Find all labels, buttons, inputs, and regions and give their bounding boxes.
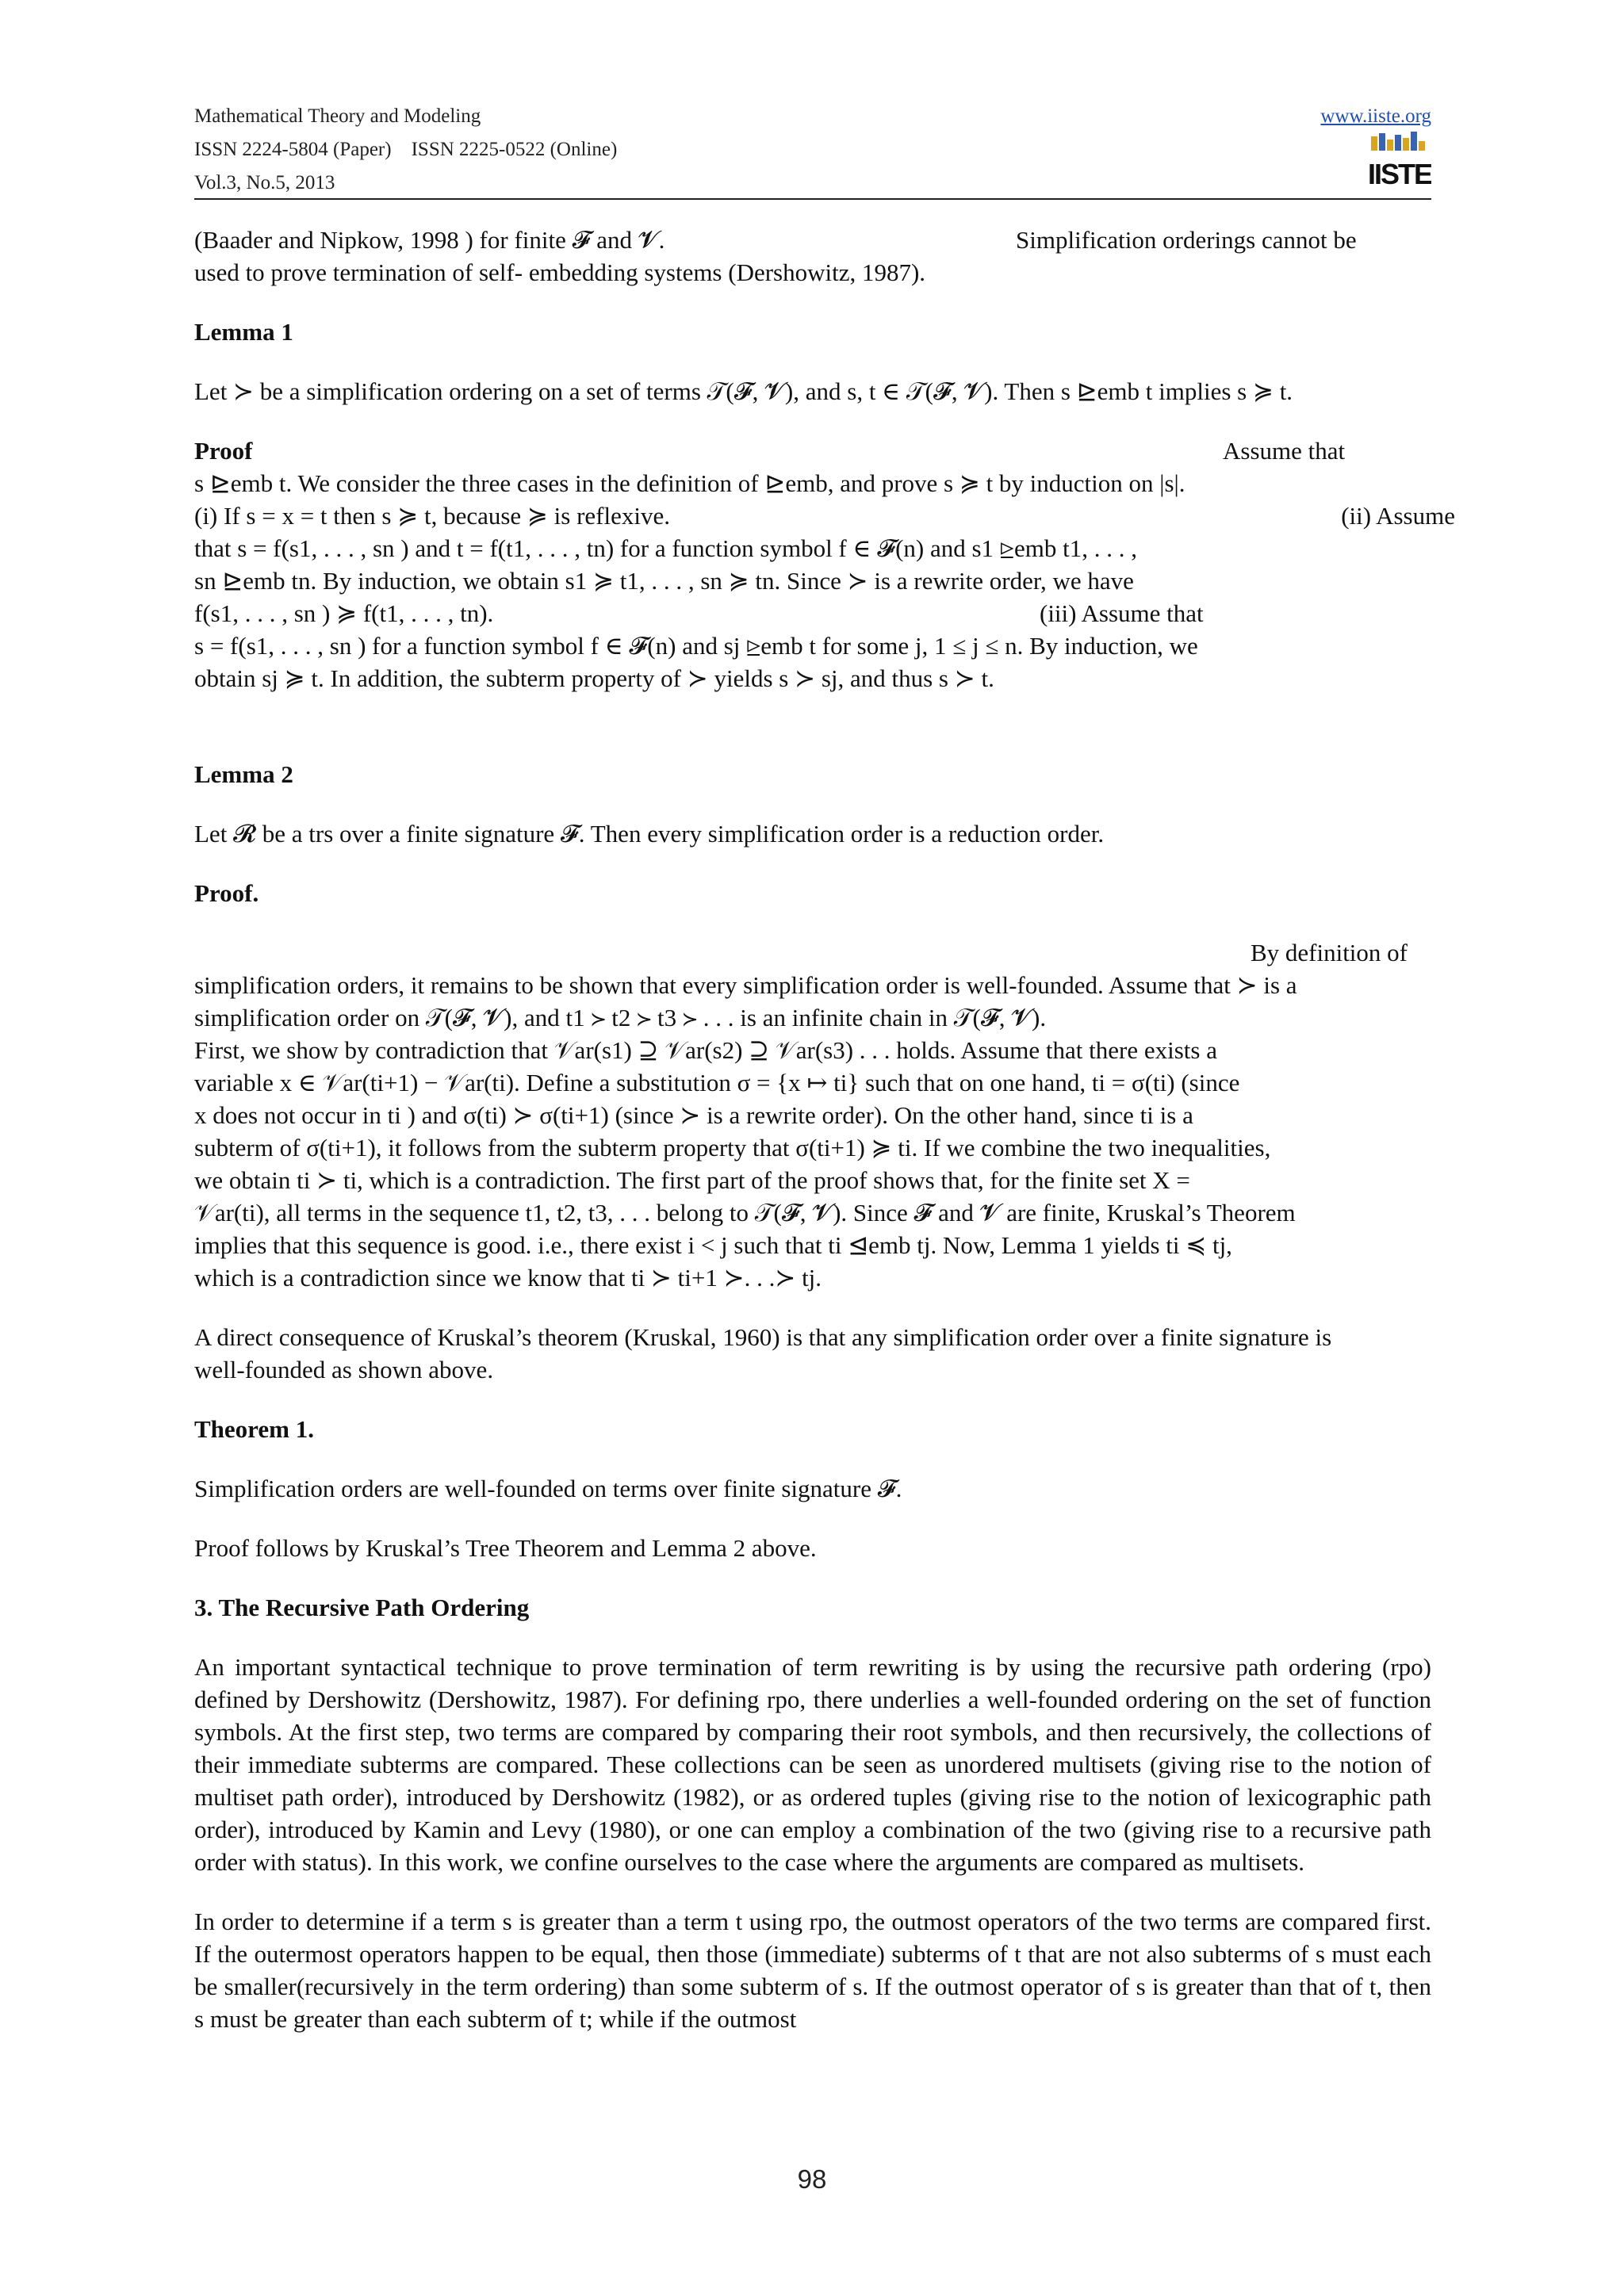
section3-heading: 3. The Recursive Path Ordering <box>194 1594 530 1621</box>
lemma1-heading: Lemma 1 <box>194 318 293 346</box>
journal-title: Mathematical Theory and Modeling <box>194 105 481 127</box>
proof2-line: subterm of σ(ti+1), it follows from the subterm property that σ(ti+1) ≽ ti. If we combine the two inequalities, <box>194 1134 1271 1161</box>
proof1-induction-result: f(s1, . . . , sn ) ≽ f(t1, . . . , tn). <box>194 599 494 627</box>
proof1-line: obtain sj ≽ t. In addition, the subterm property of ≻ yields s ≻ sj, and thus s ≻ t. <box>194 664 994 692</box>
proof-follows-text: Proof follows by Kruskal’s Tree Theorem and Lemma 2 above. <box>194 1534 817 1562</box>
proof1-case-iii-label: (iii) Assume that <box>1040 599 1204 627</box>
proof2-line: which is a contradiction since we know that ti ≻ ti+1 ≻. . .≻ tj. <box>194 1264 822 1292</box>
proof2-line: First, we show by contradiction that 𝒱ar(s1) ⊇ 𝒱ar(s2) ⊇ 𝒱ar(s3) . . . holds. Assume that there exists a <box>194 1036 1217 1064</box>
journal-issn: ISSN 2224-5804 (Paper) ISSN 2225-0522 (Online) <box>194 139 618 160</box>
lemma1-statement: Let ≻ be a simplification ordering on a set of terms 𝒯(𝓕, 𝓥), and s, t ∈ 𝒯(𝓕, 𝓥). Then s ⊵emb t implies s ≽ t. <box>194 377 1293 405</box>
rpo-paragraph-2: In order to determine if a term s is greater than a term t using rpo, the outmost operators of the two terms are compared first. If the outermost operators happen to be equal, then those (immediate) subterms of t that are not also subterms of s must each be smaller(recursively in the term ordering) than some subterm of s. If the outmost operator of s is greater than that of t, then s must be greater than each subterm of t; while if the outmost <box>194 1908 1431 2033</box>
proof2-line: simplification orders, it remains to be shown that every simplification order is well-founded. Assume that ≻ is a <box>194 971 1297 999</box>
intro-text-left: (Baader and Nipkow, 1998 ) for finite 𝓕 and 𝓥. <box>194 226 665 254</box>
theorem1-statement: Simplification orders are well-founded on terms over finite signature 𝓕. <box>194 1475 902 1502</box>
intro-line-2: used to prove termination of self- embedding systems (Dershowitz, 1987). <box>194 258 926 286</box>
lemma2-heading: Lemma 2 <box>194 760 293 788</box>
proof2-line: x does not occur in ti ) and σ(ti) ≻ σ(ti+1) (since ≻ is a rewrite order). On the other hand, since ti is a <box>194 1101 1193 1129</box>
proof1-line: s = f(s1, . . . , sn ) for a function symbol f ∈ 𝓕(n) and sj ⊵emb t for some j, 1 ≤ j ≤ n. By induction, we <box>194 632 1198 660</box>
proof1-line: sn ⊵emb tn. By induction, we obtain s1 ≽ t1, . . . , sn ≽ tn. Since ≻ is a rewrite order, we have <box>194 567 1134 595</box>
proof1-line: s ⊵emb t. We consider the three cases in the definition of ⊵emb, and prove s ≽ t by induction on |s|. <box>194 469 1185 497</box>
proof2-line: 𝒱ar(ti), all terms in the sequence t1, t2, t3, . . . belong to 𝒯(𝓕, 𝓥). Since 𝓕 and 𝓥 are finite, Kruskal’s Theorem <box>194 1199 1296 1226</box>
iiste-logo <box>1368 132 1431 189</box>
proof2-line: simplification order on 𝒯(𝓕, 𝓥), and t1 ≻ t2 ≻ t3 ≻ . . . is an infinite chain in 𝒯(𝓕, 𝓥). <box>194 1004 1047 1031</box>
proof2-right-text: By definition of <box>1250 939 1408 966</box>
theorem1-heading: Theorem 1. <box>194 1415 314 1443</box>
proof2-line: variable x ∈ 𝒱ar(ti+1) − 𝒱ar(ti). Define a substitution σ = {x ↦ ti} such that on one hand, ti = σ(ti) (since <box>194 1069 1240 1096</box>
proof1-line: that s = f(s1, . . . , sn ) and t = f(t1, . . . , tn) for a function symbol f ∈ 𝓕(n) and s1 ⊵emb t1, . . . , <box>194 534 1137 562</box>
journal-url-link[interactable]: www.iiste.org <box>1320 105 1431 127</box>
proof2-heading: Proof. <box>194 879 259 907</box>
proof1-heading: Proof <box>194 437 253 465</box>
proof2-line: implies that this sequence is good. i.e., there exist i < j such that ti ⊴emb tj. Now, Lemma 1 yields ti ≼ tj, <box>194 1231 1232 1259</box>
journal-volume: Vol.3, No.5, 2013 <box>194 172 335 193</box>
proof1-line <box>194 499 1455 532</box>
proof1-right-text: Assume that <box>1223 437 1346 465</box>
intro-text-right: Simplification orderings cannot be <box>1016 226 1357 254</box>
journal-header <box>194 100 617 200</box>
svg-text:IISTE: IISTE <box>1368 158 1431 189</box>
page-number: 98 <box>797 2164 827 2194</box>
proof1-line <box>194 597 1431 629</box>
page-body <box>194 224 1455 2035</box>
lemma2-statement: Let 𝓡 be a trs over a finite signature 𝓕. Then every simplification order is a reduction order. <box>194 820 1105 848</box>
kruskal-paragraph: A direct consequence of Kruskal’s theorem (Kruskal, 1960) is that any simplification order over a finite signature is well-founded as shown above. <box>194 1323 1332 1383</box>
header-divider <box>194 198 1431 200</box>
proof2-line: we obtain ti ≻ ti, which is a contradiction. The first part of the proof shows that, for the finite set X = <box>194 1166 1190 1194</box>
proof1-case-ii-label: (ii) Assume <box>1341 502 1455 530</box>
intro-line-1 <box>194 224 1431 256</box>
proof1-heading-line <box>194 434 1431 467</box>
proof1-case-i: (i) If s = x = t then s ≽ t, because ≽ is reflexive. <box>194 502 670 530</box>
rpo-paragraph-1: An important syntactical technique to prove termination of term rewriting is by using the recursive path ordering (rpo) defined by Dershowitz (Dershowitz, 1987). For defining rpo, there underlies a well-founded ordering on the set of function symbols. At the first step, two terms are compared by comparing their root symbols, and then recursively, the collections of their immediate subterms are compared. These collections can be seen as unordered multisets (giving rise to the notion of multiset path order), introduced by Dershowitz (1982), or as ordered tuples (giving rise to the notion of lexicographic path order), introduced by Kamin and Levy (1980), or one can employ a combination of the two (giving rise to a recursive path order with status). In this work, we confine ourselves to the case where the arguments are compared as multisets. <box>194 1653 1431 1876</box>
